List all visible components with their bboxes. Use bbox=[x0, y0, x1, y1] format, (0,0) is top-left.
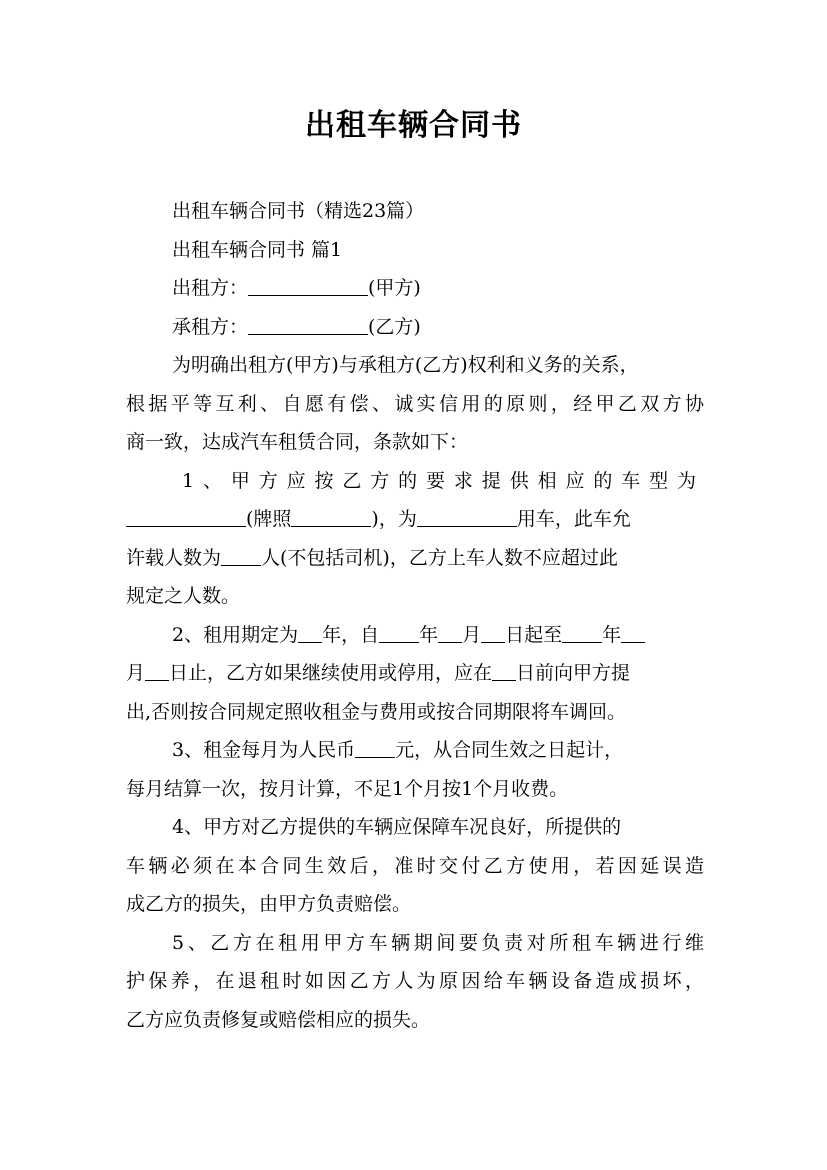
month-label: 月 bbox=[126, 662, 146, 684]
purpose-blank bbox=[417, 506, 517, 527]
clause5-line-2 bbox=[126, 962, 704, 1001]
clause3-text-1: 元，从合同生效之日起计， bbox=[395, 739, 624, 761]
lessor-blank bbox=[248, 275, 368, 296]
clause4-line-2 bbox=[126, 847, 704, 886]
lessee-line bbox=[126, 308, 704, 347]
clause5-text-1: 5、乙方在租用甲方车辆期间要负责对所租车辆进行维 bbox=[172, 931, 704, 954]
clause3-line-2 bbox=[126, 770, 704, 809]
clause1-text-1: 1、甲方应按乙方的要求提供相应的车型为 bbox=[182, 469, 704, 492]
clause4-text-2: 车辆必须在本合同生效后，准时交付乙方使用，若因延误造 bbox=[126, 854, 704, 877]
clause1-text-2: 用车，此车允 bbox=[516, 508, 631, 530]
preamble-text-1: 为明确出租方(甲方)与承租方(乙方)权利和义务的关系， bbox=[172, 354, 639, 376]
lessee-blank bbox=[248, 314, 368, 335]
subtitle-text: 出租车辆合同书（精选23篇） bbox=[172, 200, 425, 222]
clause3-text-2: 每月结算一次，按月计算，不足1个月按1个月收费。 bbox=[126, 777, 569, 800]
clause5-text-2: 护保养，在退租时如因乙方人为原因给车辆设备造成损坏， bbox=[126, 970, 704, 992]
capacity-blank bbox=[221, 545, 261, 566]
subtitle-line bbox=[126, 192, 704, 231]
preamble-line-1 bbox=[126, 346, 704, 385]
clause2-term-label: 2、租用期定为 bbox=[172, 623, 299, 646]
clause1-text-4: 规定之人数。 bbox=[126, 585, 241, 607]
rent-amount-blank bbox=[355, 737, 395, 758]
end-day-blank bbox=[145, 660, 169, 681]
notice-day-blank bbox=[492, 660, 516, 681]
clause1-line-3 bbox=[126, 539, 704, 578]
month-label: 月 bbox=[462, 623, 482, 646]
preamble-line-3 bbox=[126, 423, 704, 462]
clause3-line-1 bbox=[126, 731, 704, 770]
clause4-text-1: 4、甲方对乙方提供的车辆应保障车况良好，所提供的 bbox=[172, 816, 622, 838]
document-title: 出租车辆合同书 bbox=[305, 108, 522, 143]
lessee-label: 承租方： bbox=[172, 315, 249, 338]
clause1-line-1 bbox=[126, 462, 704, 501]
clause5-line-1 bbox=[126, 924, 704, 963]
lessor-label: 出租方： bbox=[172, 277, 249, 299]
end-month-blank bbox=[621, 622, 645, 643]
document-body bbox=[126, 192, 704, 1039]
clause5-line-3 bbox=[126, 1001, 704, 1040]
clause2-line-1 bbox=[126, 616, 704, 655]
start-month-blank bbox=[438, 622, 462, 643]
plate-blank bbox=[291, 506, 371, 527]
clause5-text-3: 乙方应负责修复或赔偿相应的损失。 bbox=[126, 1008, 431, 1031]
clause4-text-3: 成乙方的损失，由甲方负责赔偿。 bbox=[126, 893, 412, 915]
clause2-text-3: 日前向甲方提 bbox=[516, 662, 631, 684]
lessee-party: (乙方) bbox=[368, 315, 421, 338]
clause1-plate-label: (牌照 bbox=[246, 508, 292, 530]
clause4-line-3 bbox=[126, 885, 704, 924]
clause2-line-3 bbox=[126, 693, 704, 732]
clause2-from-label: 年，自 bbox=[322, 623, 380, 646]
end-year-blank bbox=[562, 622, 602, 643]
clause1-for-label: )，为 bbox=[371, 508, 417, 530]
preamble-line-2 bbox=[126, 385, 704, 424]
year-label: 年 bbox=[602, 623, 622, 646]
clause4-line-1 bbox=[126, 808, 704, 847]
clause2-to-label: 日起至 bbox=[505, 623, 563, 646]
clause2-text-4: 出,否则按合同规定照收租金与费用或按合同期限将车调回。 bbox=[126, 700, 627, 723]
preamble-text-3: 商一致，达成汽车租赁合同，条款如下： bbox=[126, 431, 469, 453]
section-heading bbox=[126, 231, 704, 270]
clause2-text-2: 日止，乙方如果继续使用或停用，应在 bbox=[169, 662, 493, 684]
clause3-rent-label: 3、租金每月为人民币 bbox=[172, 739, 356, 761]
clause1-line-4 bbox=[126, 577, 704, 616]
lessor-party: (甲方) bbox=[368, 277, 421, 299]
start-year-blank bbox=[379, 622, 419, 643]
car-model-blank bbox=[126, 506, 246, 527]
lessor-line bbox=[126, 269, 704, 308]
clause1-line-2 bbox=[126, 500, 704, 539]
year-label: 年 bbox=[419, 623, 439, 646]
clause1-capacity-label: 许载人数为 bbox=[126, 546, 222, 569]
preamble-text-2: 根据平等互利、自愿有偿、诚实信用的原则，经甲乙双方协 bbox=[126, 392, 704, 415]
start-day-blank bbox=[481, 622, 505, 643]
clause1-text-3: 人(不包括司机)，乙方上车人数不应超过此 bbox=[261, 546, 618, 569]
clause2-line-2 bbox=[126, 654, 704, 693]
term-years-blank bbox=[298, 622, 322, 643]
section-heading-text: 出租车辆合同书 篇1 bbox=[172, 238, 343, 261]
